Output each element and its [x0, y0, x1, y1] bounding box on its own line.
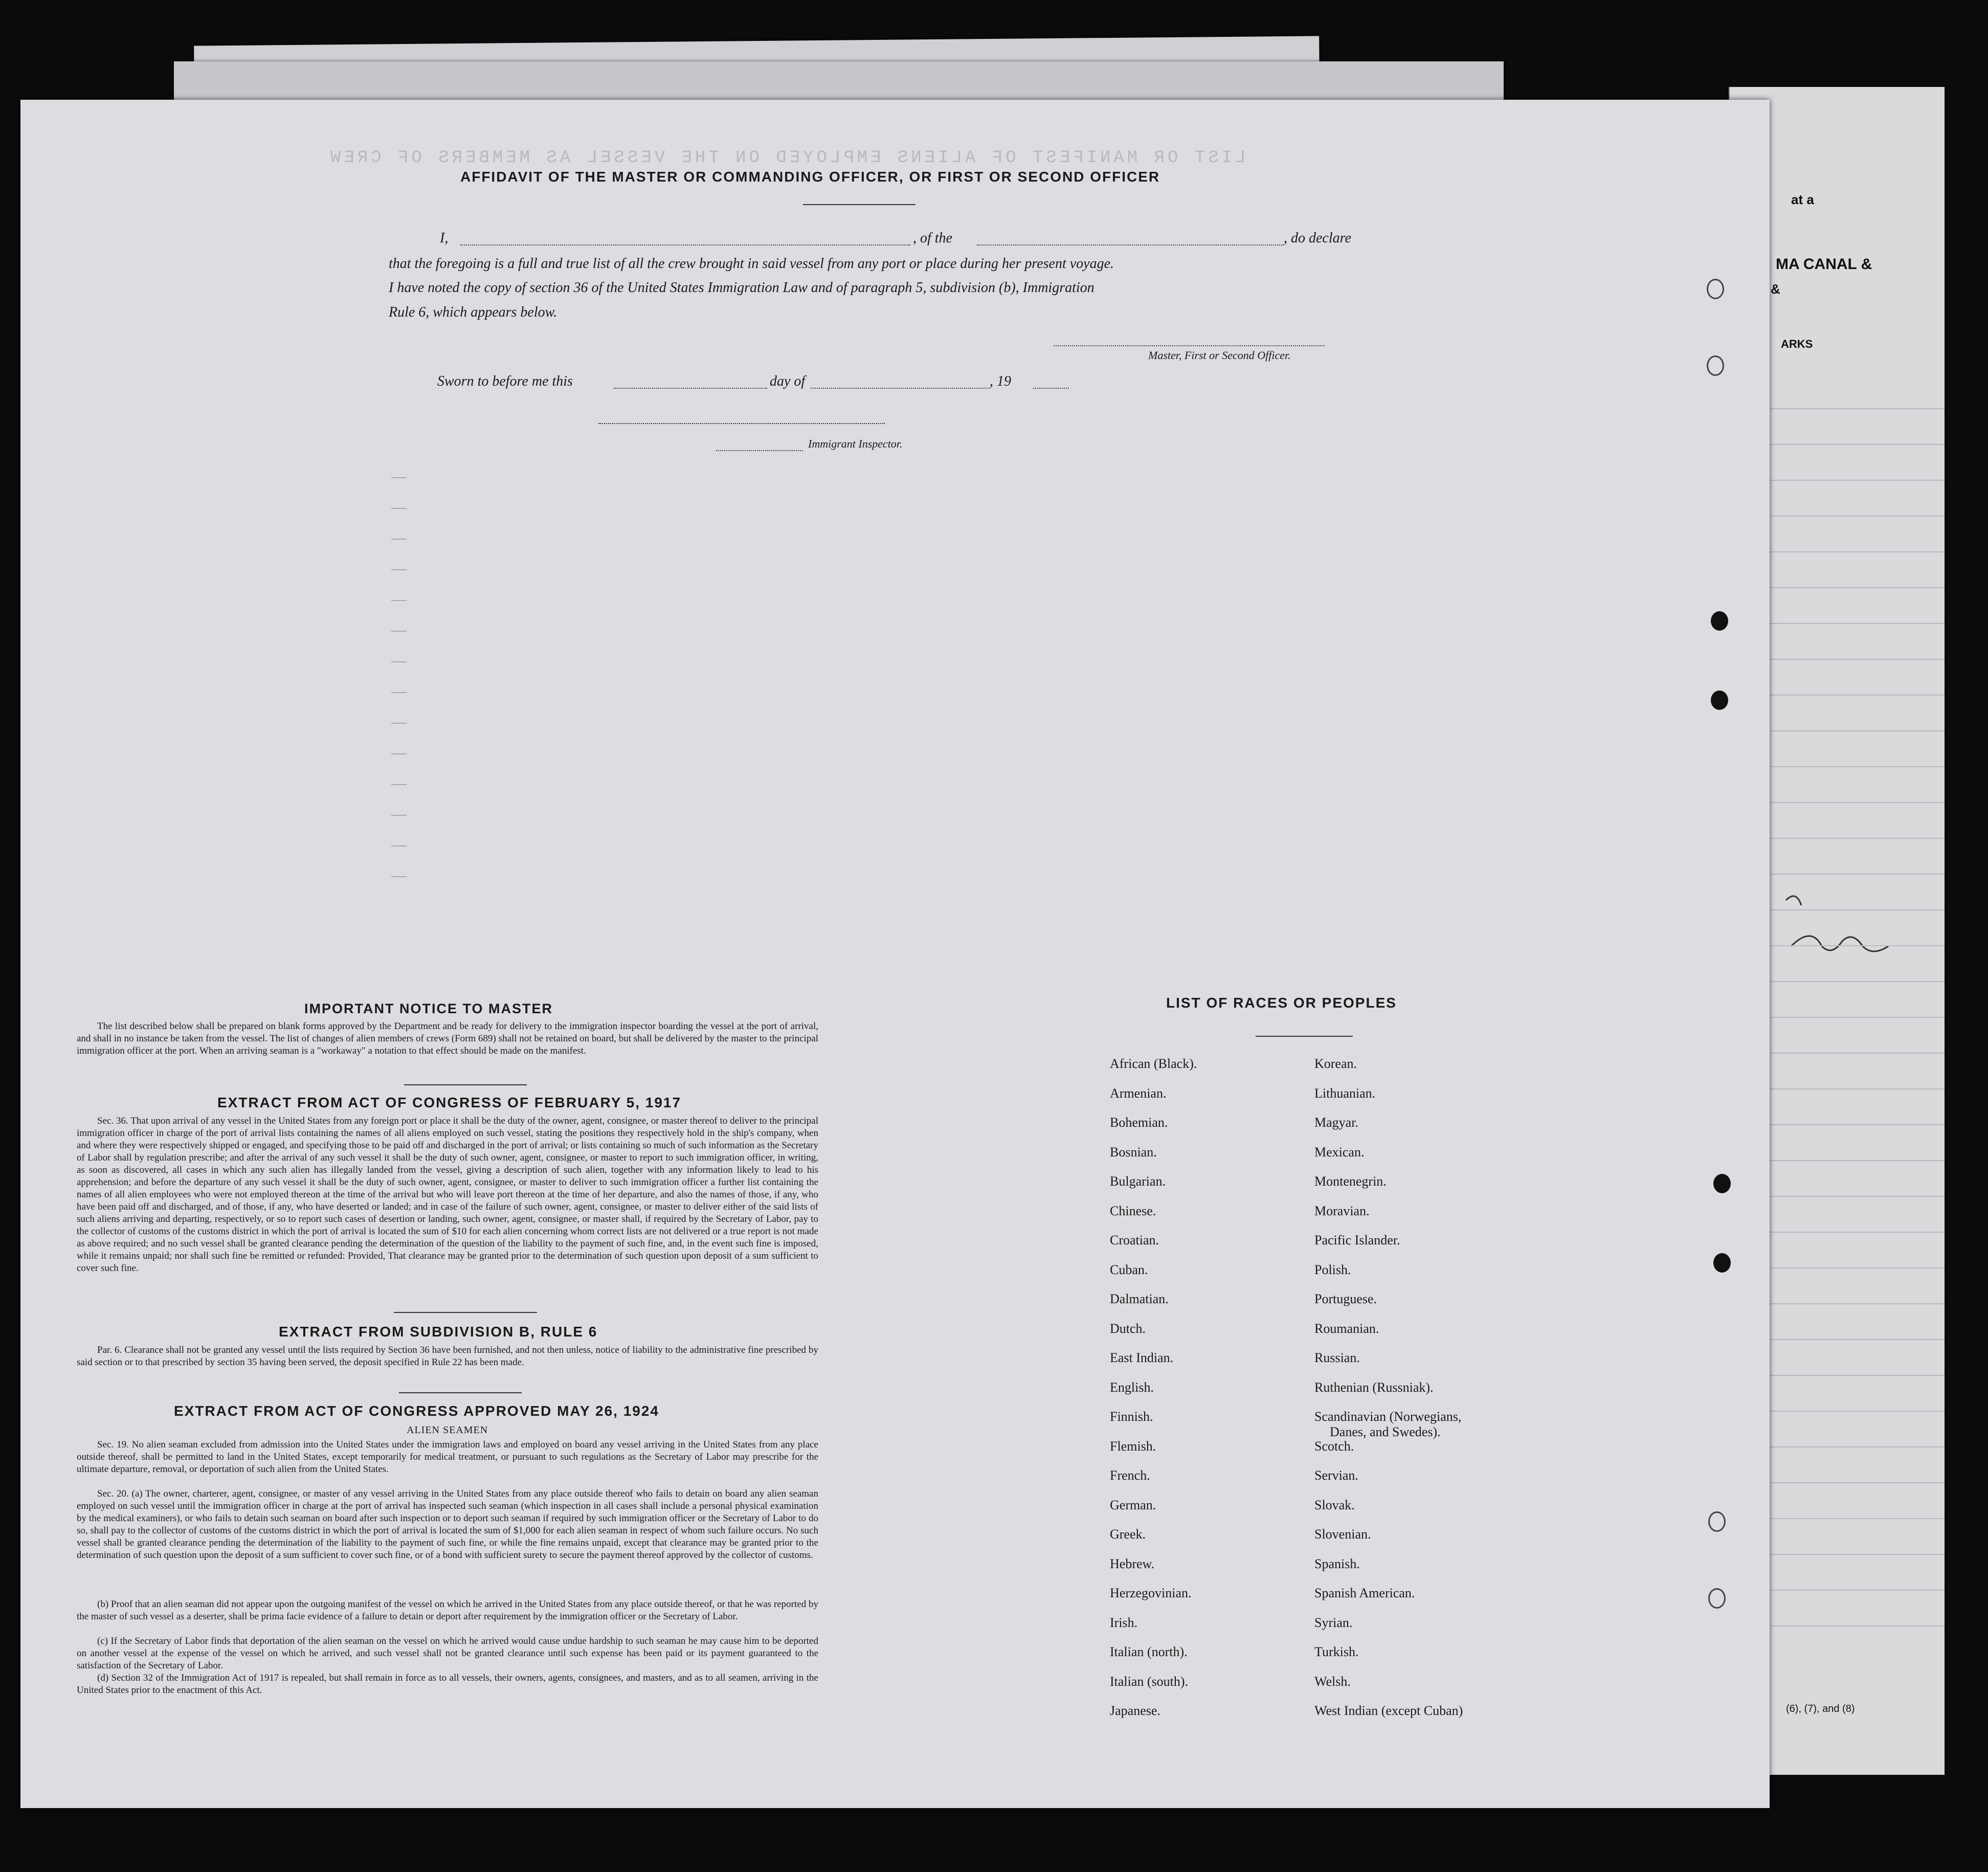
race-left-item-21: Italian (south). — [1110, 1674, 1189, 1689]
line1-i: I, — [440, 230, 449, 246]
race-right-item-8: Portuguese. — [1314, 1291, 1377, 1306]
race-left-item-7: Cuban. — [1110, 1262, 1148, 1277]
extract-1924-sec20d: (d) Section 32 of the Immigration Act of 1917 is repealed, but shall remain in force as to all vessels, their owners, agents, consignees, and masters, and as to all seamen, arriving in the United States prior to the enactment of this Act. — [77, 1673, 818, 1696]
affidavit-line1 — [440, 230, 1386, 251]
race-right-item-17: Spanish. — [1314, 1556, 1360, 1571]
race-left-item-15: German. — [1110, 1497, 1156, 1512]
race-left-item-19: Irish. — [1110, 1615, 1138, 1630]
right-amp: & — [1771, 281, 1780, 297]
race-left-item-1: Armenian. — [1110, 1085, 1167, 1101]
extract-1924-sec20b: (b) Proof that an alien seaman did not appear upon the outgoing manifest of the vessel on which he arrived in the United States from any place outside thereof, or that he was reported by the master of such vessel as a deserter, shall be prima facie evidence of a failure to detain or deport after requirement by the immigration officer or the Secretary of Labor. — [77, 1599, 818, 1622]
affidavit-title: AFFIDAVIT OF THE MASTER OR COMMANDING OFFICER, OR FIRST OR SECOND OFFICER — [460, 169, 1160, 185]
inspector-signature-line[interactable] — [598, 423, 885, 424]
race-left-item-16: Greek. — [1110, 1527, 1146, 1542]
race-left-item-0: African (Black). — [1110, 1056, 1197, 1071]
punch-hole-ring-2 — [1707, 355, 1724, 376]
punch-hole-4 — [1713, 1253, 1731, 1273]
extract-rule6-title: EXTRACT FROM SUBDIVISION B, RULE 6 — [279, 1324, 598, 1340]
race-left-item-6: Croatian. — [1110, 1233, 1159, 1247]
races-right-column — [1314, 1056, 1570, 1721]
bleed-through-header: LIST OR MANIFEST OF ALIENS EMPLOYED ON THE VESSEL AS MEMBERS OF CREW — [327, 148, 1246, 168]
affidavit-line3: I have noted the copy of section 36 of the United States Immigration Law and of paragraph 5, subdivision (b), Immigration — [389, 280, 1094, 296]
sworn-month-field[interactable] — [811, 388, 990, 389]
affidavit-line4: Rule 6, which appears below. — [389, 304, 557, 320]
race-right-item-1: Lithuanian. — [1314, 1085, 1376, 1101]
master-signature-line[interactable] — [1054, 345, 1325, 346]
bleed-through-rows — [391, 448, 407, 882]
race-left-item-8: Dalmatian. — [1110, 1291, 1169, 1306]
sworn-line — [437, 373, 1102, 394]
extract-1917-title: EXTRACT FROM ACT OF CONGRESS OF FEBRUARY 5, 1917 — [217, 1095, 682, 1110]
race-left-item-12: Finnish. — [1110, 1409, 1153, 1424]
extract-1924-title: EXTRACT FROM ACT OF CONGRESS APPROVED MAY 26, 1924 — [174, 1403, 659, 1419]
race-left-item-5: Chinese. — [1110, 1203, 1156, 1218]
race-right-item-18: Spanish American. — [1314, 1586, 1415, 1600]
race-right-item-11: Ruthenian (Russniak). — [1314, 1379, 1434, 1395]
right-at-a: at a — [1791, 192, 1814, 207]
document-page — [20, 100, 1770, 1808]
extract-1924-sec20a: Sec. 20. (a) The owner, charterer, agent, consignee, or master of any vessel arriving in the United States from any place outside thereof who fails to detain on board any alien seaman employed on such vessel until the immigration officer in charge at the port of arrival has inspected such seaman (which inspection in all cases shall include a personal physical examination by the medical examiners), or who fails to detain such seaman on board after such inspection or to deport such seaman if required by such immigration officer or the Secretary of Labor to do so, shall pay to the collector of customs of the customs district in which the port of arrival is located the sum of $1,000 for each alien seaman in respect of whom such failure occurs. No such vessel shall be granted clearance pending the determination of the liability to the payment of such fine, or while the fine remains unpaid, except that clearance may be granted prior to the determination of such question upon the deposit of a sum sufficient to cover such fine, or of a bond with sufficient surety to secure the payment thereof approved by the collector of customs. — [77, 1488, 818, 1561]
race-right-item-12: Scandinavian (Norwegians, — [1314, 1409, 1462, 1424]
race-right-item-14: Servian. — [1314, 1468, 1358, 1483]
race-right-item-7: Polish. — [1314, 1262, 1351, 1277]
race-left-item-10: East Indian. — [1110, 1350, 1174, 1365]
extract-1917-body: Sec. 36. That upon arrival of any vessel in the United States from any foreign port or place it shall be the duty of the owner, agent, consignee, or master thereof to deliver to the principal immigration officer in charge of the port of arrival lists containing the names of all aliens employed on such vessel, stating the positions they respectively hold in the ship's company, when and where they were respectively shipped or engaged, and specifying those to be paid off and discharged in the port of arrival; or lists containing so much of such information as the Secretary of Labor shall by regulation prescribe; and after the arrival of any such vessel it shall be the duty of such owner, agent, consignee, or master to report to such immigration officer, in writing, as soon as discovered, all cases in which any such alien has illegally landed from the vessel, giving a description of such alien, together with any information likely to lead to his apprehension; and before the departure of any such vessel it shall be the duty of such owner, agent, consignee, or master to deliver to such immigration officer a further list containing the names of all alien employees who were not employed thereon at the time of the arrival but who will leave port thereon at the time of her departure, and also the names of those, if any, who have been paid off and discharged, and of those, if any, who have deserted or landed; and in case of the failure of such owner, agent, consignee, or master to deliver either of the said lists of such aliens arriving and departing, respectively, or so to report such cases of desertion or landing, such owner, agent, consignee, or master shall, if required by the Secretary of Labor, pay to the collector of customs of the customs district in which the port of arrival is located the sum of $10 for each alien concerning whom correct lists are not delivered or a true report is not made as above required; and no such vessel shall be granted clearance pending the determination of the question of the liability to the payment of such fine, and, in the event such fine is imposed, while it remains unpaid; nor shall such fine be remitted or refunded: Provided, That clearance may be granted prior to the determination of such question upon deposit of a sum sufficient to cover such fine. — [77, 1116, 818, 1274]
line1-of-the: , of the — [913, 230, 952, 246]
race-right-item-0: Korean. — [1314, 1056, 1357, 1071]
race-right-item-9: Roumanian. — [1314, 1321, 1379, 1336]
right-arks: ARKS — [1781, 338, 1813, 350]
right-footnote: (6), (7), and (8) — [1786, 1703, 1855, 1714]
inspector-label: Immigrant Inspector. — [808, 437, 903, 450]
inspector-lead-dots — [716, 450, 803, 451]
name-field[interactable] — [460, 244, 910, 246]
race-right-item-4: Montenegrin. — [1314, 1174, 1387, 1189]
affidavit-title-rule — [803, 204, 915, 205]
race-right-item-21: Welsh. — [1314, 1674, 1351, 1689]
race-left-item-2: Bohemian. — [1110, 1115, 1168, 1130]
race-left-item-18: Herzegovinian. — [1110, 1586, 1192, 1600]
extract-1924-subtitle: ALIEN SEAMEN — [407, 1424, 488, 1436]
punch-hole-3 — [1713, 1174, 1731, 1193]
sworn-year-field[interactable] — [1033, 388, 1069, 389]
extract-rule6-body: Par. 6. Clearance shall not be granted any vessel until the lists required by Section 36 have been furnished, and not then unless, notice of liability to the administrative fine prescribed by said section or to that prescribed by section 35 having been served, the deposit specified in Rule 22 has been made. — [77, 1345, 818, 1368]
right-canal: MA CANAL & — [1776, 256, 1872, 273]
race-right-item-15: Slovak. — [1314, 1497, 1355, 1512]
affidavit-line2: that the foregoing is a full and true list of all the crew brought in said vessel from any port or place during her present voyage. — [389, 256, 1114, 272]
race-left-item-14: French. — [1110, 1468, 1150, 1483]
race-left-item-22: Japanese. — [1110, 1703, 1160, 1718]
punch-hole-ring-1 — [1707, 279, 1724, 299]
punch-hole-2 — [1711, 690, 1728, 710]
sworn-day-field[interactable] — [614, 388, 767, 389]
race-left-item-13: Flemish. — [1110, 1438, 1156, 1454]
extract-1924-sec19: Sec. 19. No alien seaman excluded from admission into the United States under the immigration laws and employed on board any vessel arriving in the United States from any place outside thereof, shall be permitted to land in the United States, except temporarily for medical treatment, or pursuant to such regulations as the Secretary of Labor may prescribe for the ultimate departure, removal, or deportation of such alien from the United States. — [77, 1439, 818, 1475]
punch-hole-1 — [1711, 611, 1728, 631]
sworn-day-of: day of — [770, 373, 806, 389]
race-right-item-10: Russian. — [1314, 1350, 1360, 1365]
vessel-field[interactable] — [977, 244, 1284, 246]
extract-1917-rule — [394, 1312, 537, 1313]
race-right-item-6: Pacific Islander. — [1314, 1233, 1400, 1247]
race-right-item-20: Turkish. — [1314, 1644, 1359, 1659]
race-right-item-16: Slovenian. — [1314, 1527, 1371, 1542]
extract-rule6-rule — [399, 1392, 522, 1393]
races-title-rule — [1256, 1036, 1353, 1037]
race-left-item-11: English. — [1110, 1379, 1154, 1395]
race-left-item-9: Dutch. — [1110, 1321, 1146, 1336]
race-left-item-4: Bulgarian. — [1110, 1174, 1166, 1189]
punch-hole-ring-4 — [1708, 1588, 1726, 1609]
race-right-item-13: Scotch. — [1314, 1438, 1354, 1454]
races-left-column — [1110, 1056, 1304, 1721]
punch-hole-ring-3 — [1708, 1511, 1726, 1532]
race-right-item-19: Syrian. — [1314, 1615, 1353, 1630]
race-right-item-3: Mexican. — [1314, 1144, 1365, 1160]
sworn-prefix: Sworn to before me this — [437, 373, 573, 389]
line1-do-declare: , do declare — [1284, 230, 1351, 246]
race-left-item-17: Hebrew. — [1110, 1556, 1155, 1571]
notice-body: The list described below shall be prepared on blank forms approved by the Department and be ready for delivery to the immigration inspector boarding the vessel at the port of arrival, and shall in no instance be taken from the vessel. The list of changes of alien members of crews (Form 689) shall not be retained on board, but shall be delivered by the master to the principal immigration officer at the port. When an arriving seaman is a "workaway" a notation to that effect should be made on the manifest. — [77, 1021, 818, 1056]
race-left-item-3: Bosnian. — [1110, 1144, 1157, 1160]
extract-1924-sec20c: (c) If the Secretary of Labor finds that deportation of the alien seaman on the vessel on which he arrived would cause undue hardship to such seaman he may cause him to be deported on another vessel at the expense of the vessel on which he arrived, and such vessel shall not be granted clearance until such expense has been paid or its payment guaranteed to the satisfaction of the Secretary of Labor. — [77, 1636, 818, 1671]
race-right-item-5: Moravian. — [1314, 1203, 1370, 1218]
race-scandinavian-continuation: Danes, and Swedes). — [1330, 1424, 1441, 1439]
sworn-year: , 19 — [990, 373, 1011, 389]
race-right-item-2: Magyar. — [1314, 1115, 1358, 1130]
races-title: LIST OF RACES OR PEOPLES — [1166, 995, 1397, 1011]
race-right-item-22: West Indian (except Cuban) — [1314, 1703, 1463, 1718]
notice-rule — [404, 1084, 527, 1085]
master-signature-label: Master, First or Second Officer. — [1148, 349, 1291, 362]
notice-title: IMPORTANT NOTICE TO MASTER — [304, 1001, 553, 1016]
race-left-item-20: Italian (north). — [1110, 1644, 1188, 1659]
